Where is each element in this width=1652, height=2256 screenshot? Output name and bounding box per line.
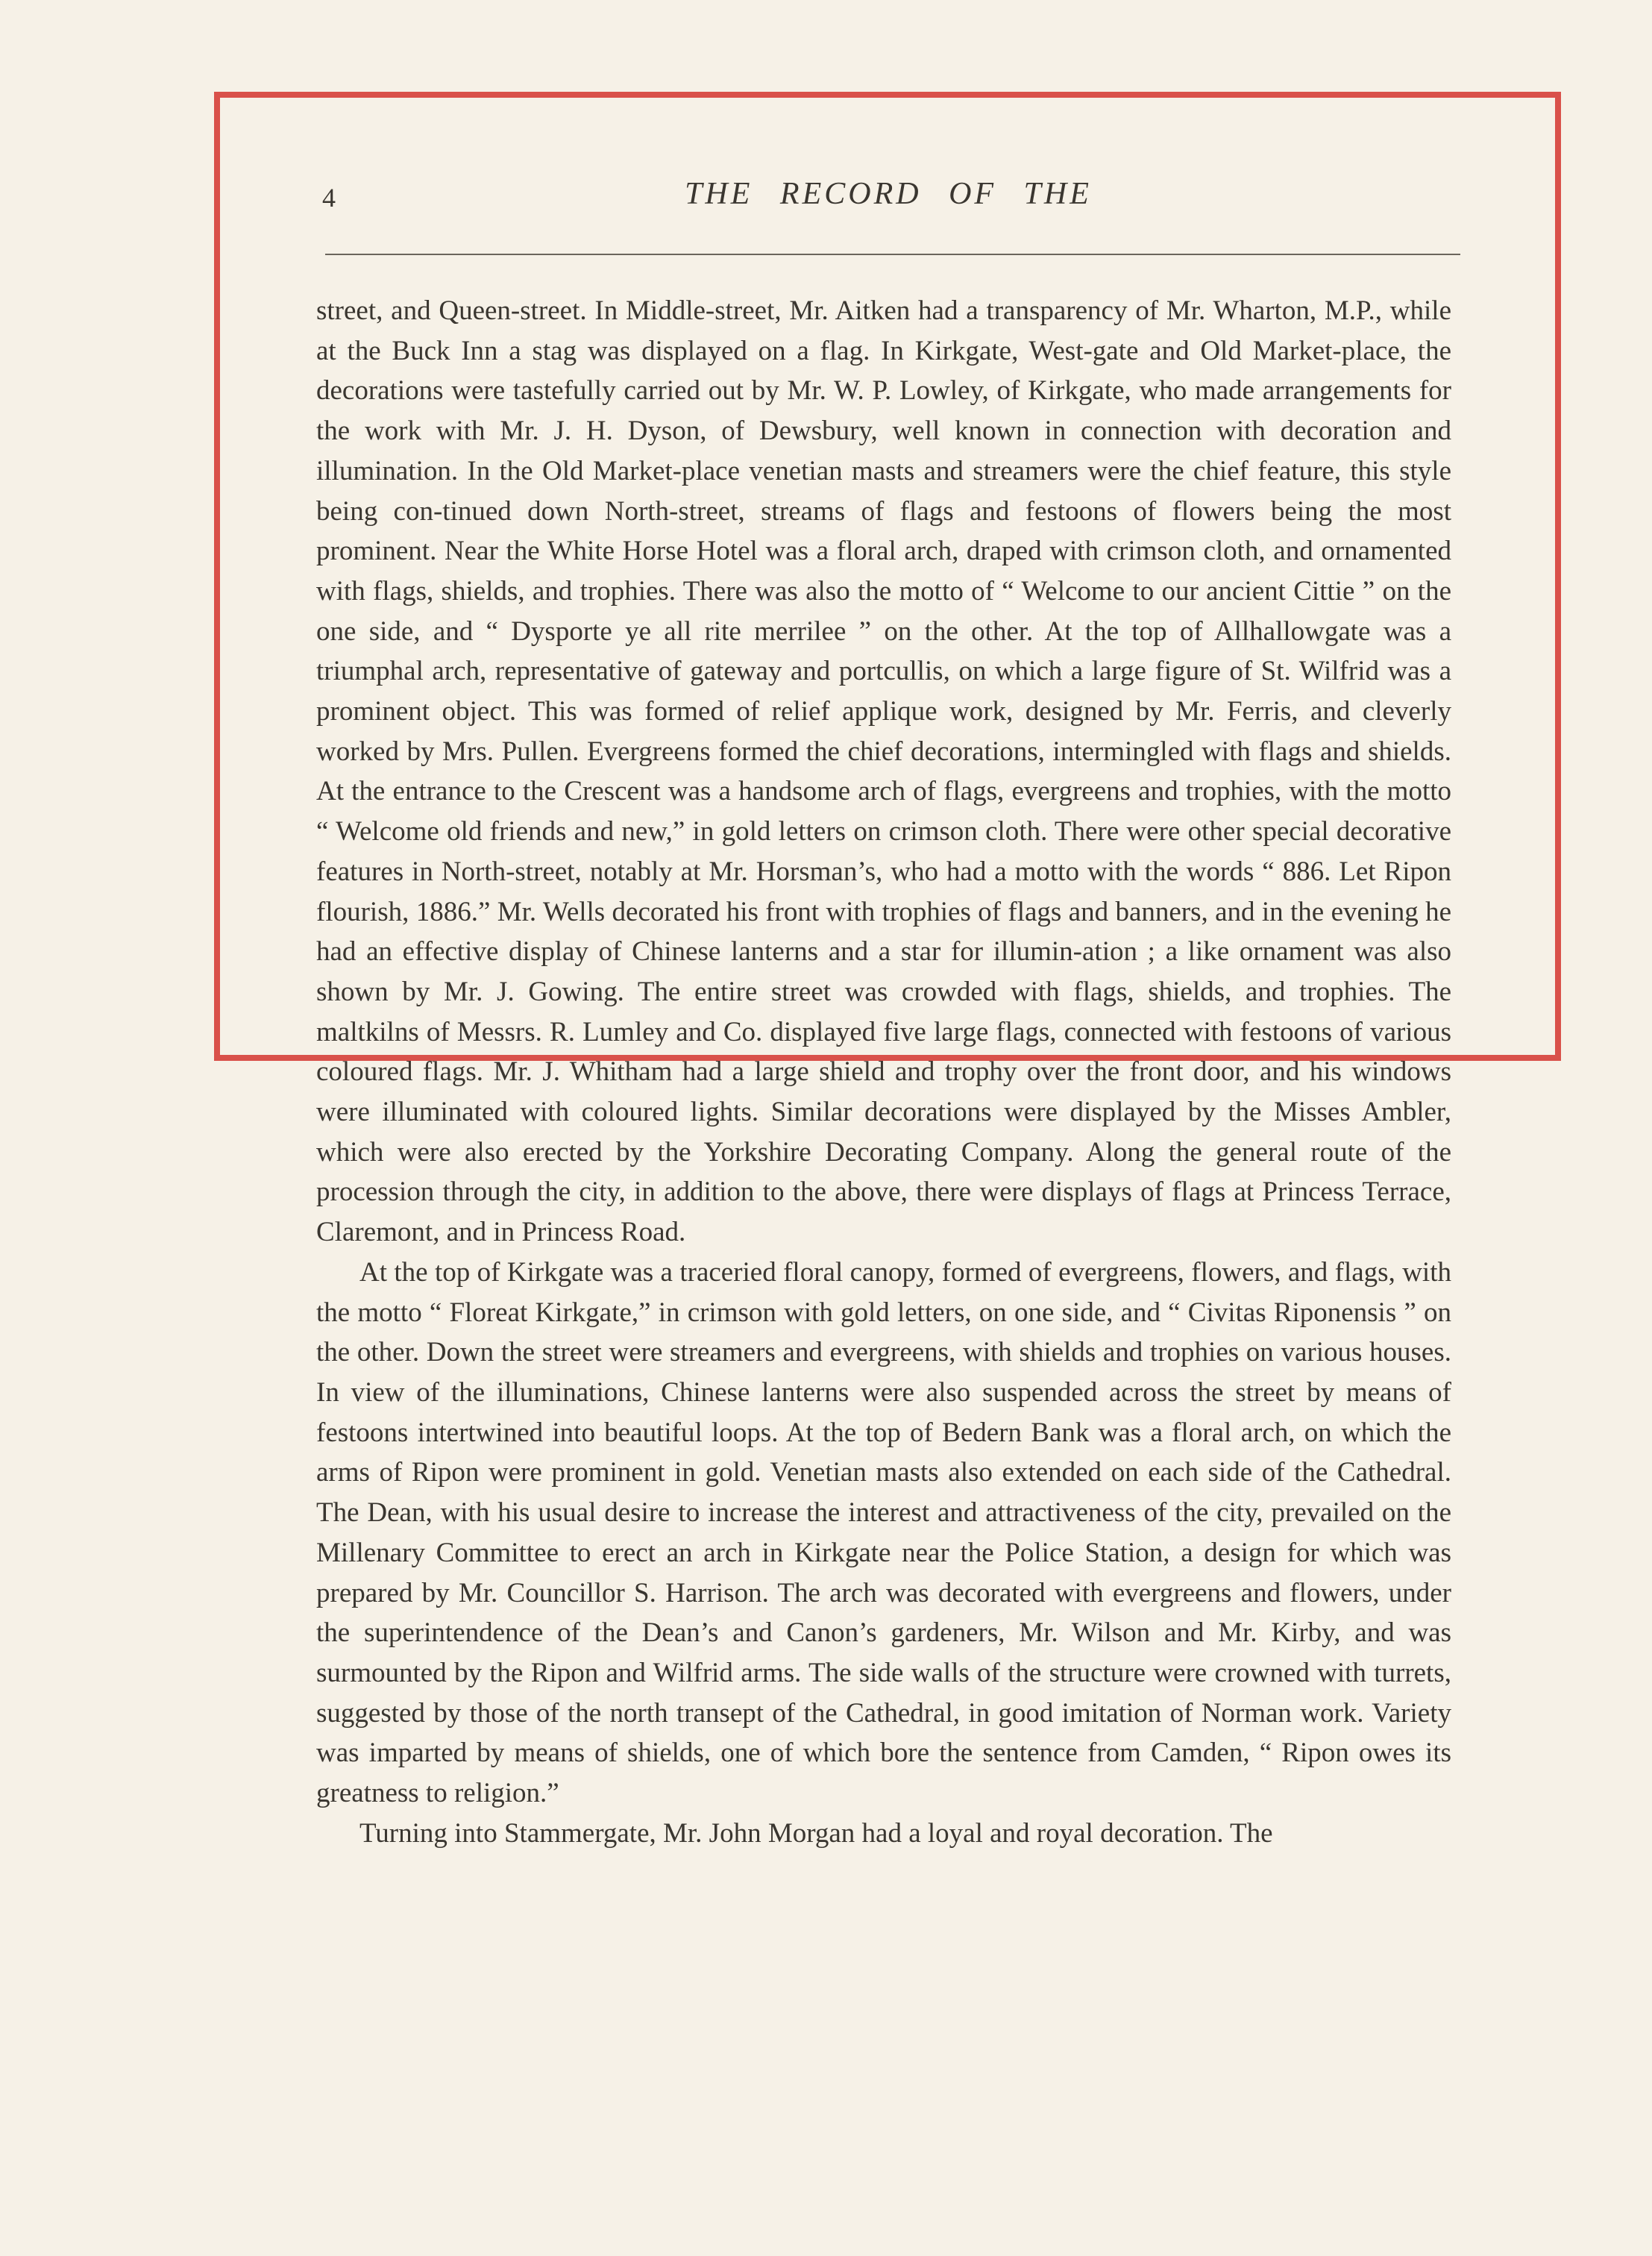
running-head: [318, 176, 1459, 221]
header-rule: [325, 254, 1460, 255]
paragraph-2: At the top of Kirkgate was a traceried floral canopy, formed of evergreens, flowers, and flags, with the motto “ Floreat Kirkgate,” in crimson with gold letters, on one side, and “ Civitas Riponensis ” on the other. Down the street were streamers and evergreens, with shields and trophies on various houses. In view of the illuminations, Chinese lanterns were also suspended across the street by means of festoons intertwined into beautiful loops. At the top of Bedern Bank was a floral arch, on which the arms of Ripon were prominent in gold. Venetian masts also extended on each side of the Cathedral. The Dean, with his usual desire to increase the interest and attractiveness of the city, prevailed on the Millenary Committee to erect an arch in Kirkgate near the Police Station, a design for which was prepared by Mr. Councillor S. Harrison. The arch was decorated with evergreens and flowers, under the superintendence of the Dean’s and Canon’s gardeners, Mr. Wilson and Mr. Kirby, and was surmounted by the Ripon and Wilfrid arms. The side walls of the structure were crowned with turrets, suggested by those of the north transept of the Cathedral, in good imitation of Norman work. Variety was imparted by means of shields, one of which bore the sentence from Camden, “ Ripon owes its greatness to religion.”: [316, 1256, 1451, 1809]
paragraph-3: Turning into Stammergate, Mr. John Morgan had a loyal and royal decoration. The: [359, 1817, 1273, 1849]
paragraph-1: street, and Queen-street. In Middle-street, Mr. Aitken had a transparency of Mr. Wharton, M.P., while at the Buck Inn a stag was displayed on a flag. In Kirkgate, West-gate and Old Market-place, the decorations were tastefully carried out by Mr. W. P. Lowley, of Kirkgate, who made arrangements for the work with Mr. J. H. Dyson, of Dewsbury, well known in connection with decoration and illumination. In the Old Market-place venetian masts and streamers were the chief feature, this style being con-tinued down North-street, streams of flags and festoons of flowers being the most prominent. Near the White Horse Hotel was a floral arch, draped with crimson cloth, and ornamented with flags, shields, and trophies. There was also the motto of “ Welcome to our ancient Cittie ” on the one side, and “ Dysporte ye all rite merrilee ” on the other. At the top of Allhallowgate was a triumphal arch, representative of gateway and portcullis, on which a large figure of St. Wilfrid was a prominent object. This was formed of relief applique work, designed by Mr. Ferris, and cleverly worked by Mrs. Pullen. Evergreens formed the chief decorations, intermingled with flags and shields. At the entrance to the Crescent was a handsome arch of flags, evergreens and trophies, with the motto “ Welcome old friends and new,” in gold letters on crimson cloth. There were other special decorative features in North-street, notably at Mr. Horsman’s, who had a motto with the words “ 886. Let Ripon flourish, 1886.” Mr. Wells decorated his front with trophies of flags and banners, and in the evening he had an effective display of Chinese lanterns and a star for illumin-ation ; a like ornament was also shown by Mr. J. Gowing. The entire street was crowded with flags, shields, and trophies. The maltkilns of Messrs. R. Lumley and Co. displayed five large flags, connected with festoons of various coloured flags. Mr. J. Whitham had a large shield and trophy over the front door, and his windows were illuminated with coloured lights. Similar decorations were displayed by the Misses Ambler, which were also erected by the Yorkshire Decorating Company. Along the general route of the procession through the city, in addition to the above, there were displays of flags at Princess Terrace, Claremont, and in Princess Road.: [316, 295, 1451, 1248]
page-number: 4: [322, 183, 336, 213]
running-title: THE RECORD OF THE: [685, 177, 1092, 211]
body-text: [316, 291, 1451, 1853]
